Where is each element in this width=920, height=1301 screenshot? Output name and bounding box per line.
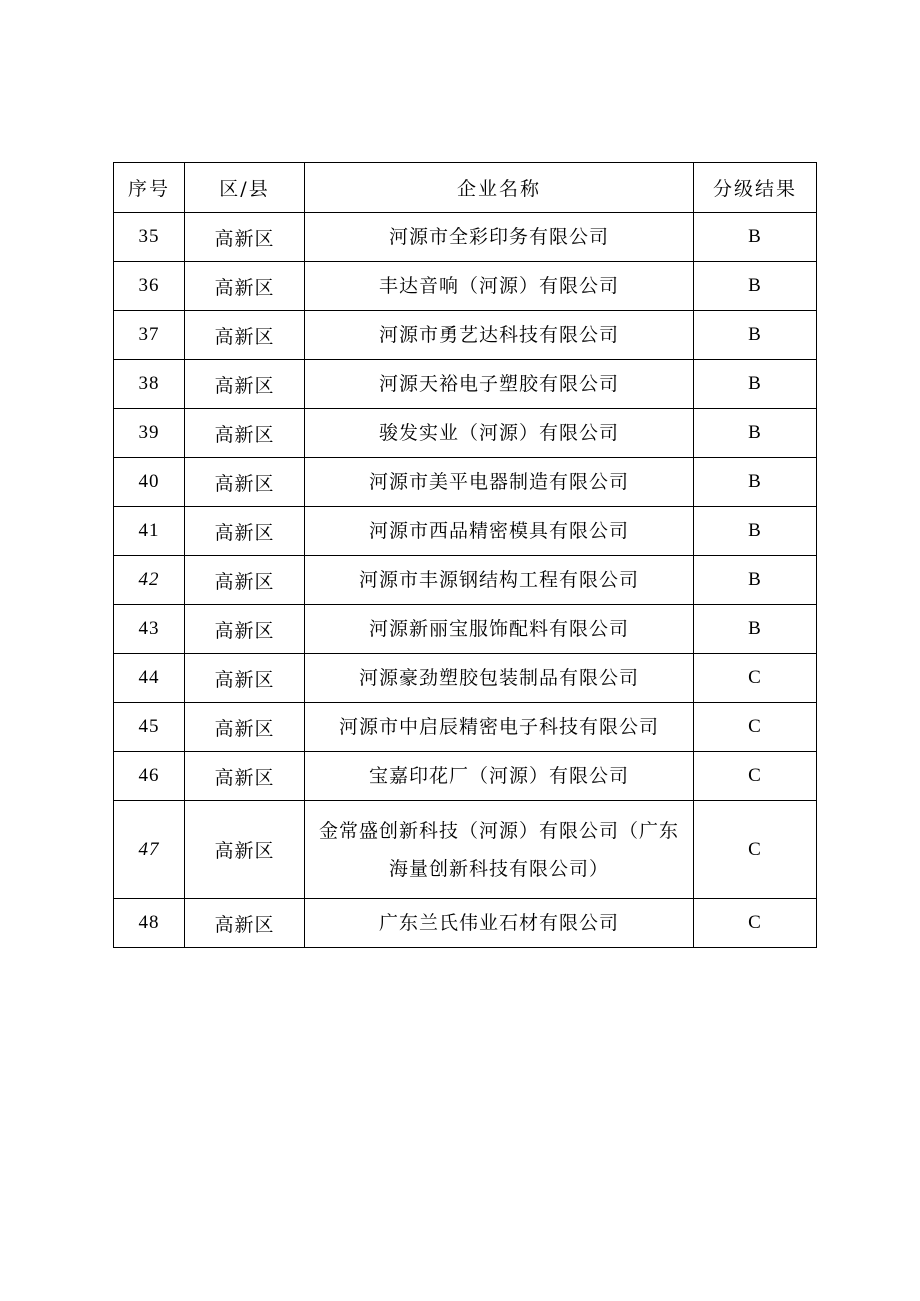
table-row	[114, 311, 817, 360]
district-cell: 高新区	[185, 458, 305, 507]
enterprise-name-cell: 河源天裕电子塑胶有限公司	[305, 360, 694, 409]
serial-number-cell: 40	[114, 458, 185, 507]
table-row	[114, 654, 817, 703]
grade-cell: C	[694, 752, 817, 801]
grade-cell: B	[694, 605, 817, 654]
enterprise-name-cell: 河源市美平电器制造有限公司	[305, 458, 694, 507]
enterprise-name-cell: 河源市西品精密模具有限公司	[305, 507, 694, 556]
grade-cell: B	[694, 311, 817, 360]
grade-cell: B	[694, 458, 817, 507]
serial-number-cell: 36	[114, 262, 185, 311]
table-row	[114, 213, 817, 262]
grade-cell: B	[694, 507, 817, 556]
header-row	[114, 163, 817, 213]
table-row	[114, 556, 817, 605]
grade-cell: C	[694, 703, 817, 752]
district-cell: 高新区	[185, 752, 305, 801]
serial-number-cell: 42	[114, 556, 185, 605]
grade-cell: B	[694, 360, 817, 409]
enterprise-name-cell: 宝嘉印花厂（河源）有限公司	[305, 752, 694, 801]
serial-number-cell: 41	[114, 507, 185, 556]
grade-cell: B	[694, 409, 817, 458]
district-cell: 高新区	[185, 605, 305, 654]
enterprise-name-cell: 河源新丽宝服饰配料有限公司	[305, 605, 694, 654]
district-cell: 高新区	[185, 556, 305, 605]
table-row	[114, 605, 817, 654]
district-cell: 高新区	[185, 262, 305, 311]
enterprise-name-cell: 广东兰氏伟业石材有限公司	[305, 899, 694, 948]
district-cell: 高新区	[185, 311, 305, 360]
header-enterprise-name: 企业名称	[305, 163, 694, 213]
serial-number-cell: 46	[114, 752, 185, 801]
table-row	[114, 360, 817, 409]
enterprise-name-cell: 金常盛创新科技（河源）有限公司（广东海量创新科技有限公司）	[305, 801, 694, 899]
district-cell: 高新区	[185, 801, 305, 899]
grade-cell: C	[694, 899, 817, 948]
serial-number-cell: 44	[114, 654, 185, 703]
enterprise-name-cell: 河源市勇艺达科技有限公司	[305, 311, 694, 360]
serial-number-cell: 45	[114, 703, 185, 752]
table-row	[114, 262, 817, 311]
grade-cell: B	[694, 213, 817, 262]
header-district: 区/县	[185, 163, 305, 213]
grade-cell: B	[694, 556, 817, 605]
enterprise-name-cell: 河源豪劲塑胶包装制品有限公司	[305, 654, 694, 703]
enterprise-name-cell: 丰达音响（河源）有限公司	[305, 262, 694, 311]
serial-number-cell: 38	[114, 360, 185, 409]
serial-number-cell: 37	[114, 311, 185, 360]
table-row	[114, 752, 817, 801]
table-row	[114, 703, 817, 752]
district-cell: 高新区	[185, 360, 305, 409]
table-row	[114, 899, 817, 948]
district-cell: 高新区	[185, 507, 305, 556]
serial-number-cell: 35	[114, 213, 185, 262]
table-row	[114, 507, 817, 556]
enterprise-name-cell: 河源市全彩印务有限公司	[305, 213, 694, 262]
enterprise-grading-table	[113, 162, 817, 948]
enterprise-name-cell: 河源市丰源钢结构工程有限公司	[305, 556, 694, 605]
serial-number-cell: 39	[114, 409, 185, 458]
header-serial-number: 序号	[114, 163, 185, 213]
table-header	[114, 163, 817, 213]
table-row	[114, 458, 817, 507]
district-cell: 高新区	[185, 654, 305, 703]
table-body	[114, 213, 817, 948]
district-cell: 高新区	[185, 899, 305, 948]
serial-number-cell: 43	[114, 605, 185, 654]
grade-cell: C	[694, 654, 817, 703]
serial-number-cell: 47	[114, 801, 185, 899]
enterprise-name-cell: 骏发实业（河源）有限公司	[305, 409, 694, 458]
header-grade-result: 分级结果	[694, 163, 817, 213]
enterprise-name-cell: 河源市中启辰精密电子科技有限公司	[305, 703, 694, 752]
district-cell: 高新区	[185, 409, 305, 458]
district-cell: 高新区	[185, 213, 305, 262]
serial-number-cell: 48	[114, 899, 185, 948]
district-cell: 高新区	[185, 703, 305, 752]
table-row	[114, 409, 817, 458]
grade-cell: B	[694, 262, 817, 311]
grade-cell: C	[694, 801, 817, 899]
table-row	[114, 801, 817, 899]
